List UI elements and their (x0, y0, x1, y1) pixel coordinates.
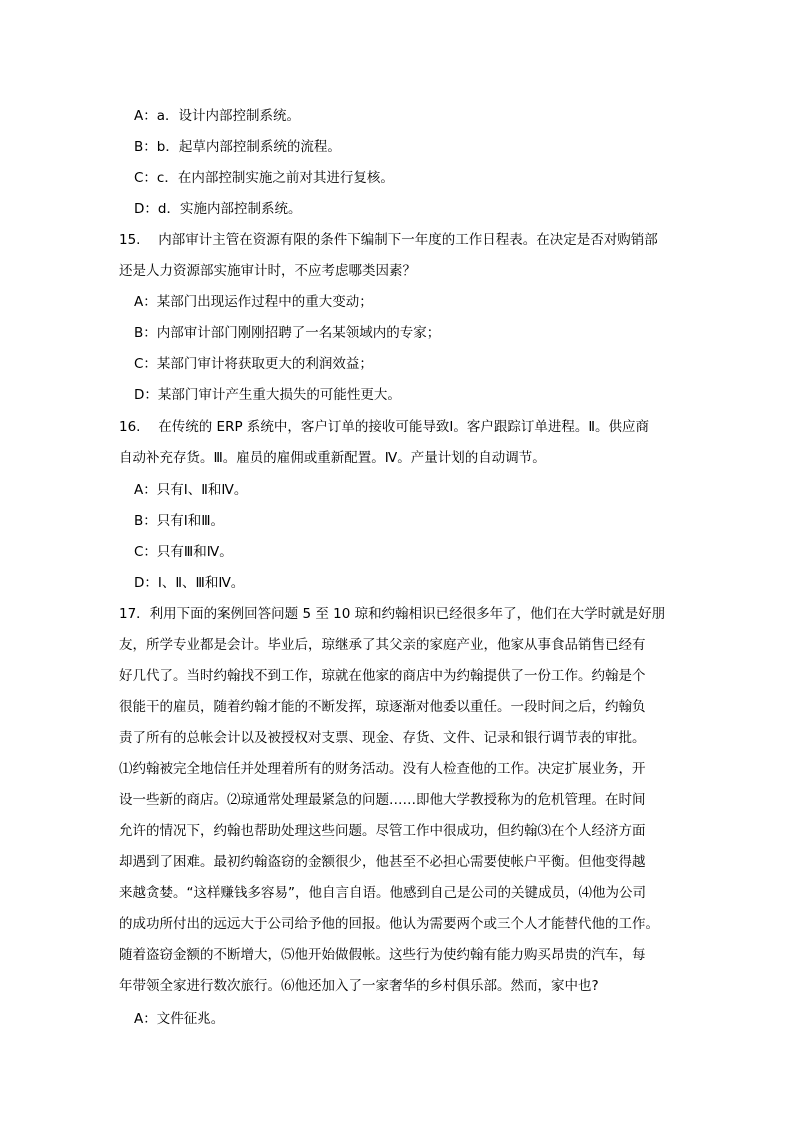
q17-line-11: 的成功所付出的远远大于公司给予他的回报。他认为需要两个或三个人才能替代他的工作。 (119, 916, 659, 932)
q17-line-13: 年带领全家进行数次旅行。⑹他还加入了一家奢华的乡村俱乐部。然而，家中也? (119, 978, 599, 994)
q17-line-1: 17．利用下面的案例回答问题 5 至 10 琼和约翰相识已经很多年了，他们在大学时就是好朋 (119, 606, 666, 622)
q17-line-6: ⑴约翰被完全地信任并处理着所有的财务活动。没有人检查他的工作。决定扩展业务，开 (119, 761, 646, 777)
q16-option-c: C：只有Ⅲ和Ⅳ。 (134, 544, 233, 560)
q14-option-b: B：b．起草内部控制系统的流程。 (134, 139, 341, 155)
q16-stem-line-2: 自动补充存货。Ⅲ。雇员的雇佣或重新配置。Ⅳ。产量计划的自动调节。 (119, 450, 546, 466)
q17-line-7: 设一些新的商店。⑵琼通常处理最紧急的问题……即他大学教授称为的危机管理。在时间 (119, 792, 646, 808)
q15-option-d: D：某部门审计产生重大损失的可能性更大。 (134, 387, 401, 403)
q17-line-2: 友，所学专业都是会计。毕业后，琼继承了其父亲的家庭产业，他家从事食品销售已经有 (119, 637, 646, 653)
q14-option-c: C：c．在内部控制实施之前对其进行复核。 (134, 170, 394, 186)
q15-option-c: C：某部门审计将获取更大的利润效益； (134, 356, 373, 372)
q17-line-5: 责了所有的总帐会计以及被授权对支票、现金、存货、文件、记录和银行调节表的审批。 (119, 730, 646, 746)
q14-option-a: A：a．设计内部控制系统。 (134, 108, 301, 124)
q17-line-8: 允许的情况下，约翰也帮助处理这些问题。尽管工作中很成功，但约翰⑶在个人经济方面 (119, 823, 646, 839)
q14-option-d: D：d．实施内部控制系统。 (134, 201, 302, 217)
q16-option-b: B：只有Ⅰ和Ⅲ。 (134, 513, 225, 529)
q17-line-9: 却遇到了困难。最初约翰盗窃的金额很少，他甚至不必担心需要使帐户平衡。但他变得越 (119, 854, 646, 870)
q15-stem-line-2: 还是人力资源部实施审计时，不应考虑哪类因素？ (119, 263, 416, 279)
q17-line-12: 随着盗窃金额的不断增大，⑸他开始做假帐。这些行为使约翰有能力购买昂贵的汽车，每 (119, 947, 646, 963)
q17-option-a: A：文件征兆。 (134, 1011, 225, 1027)
q16-stem-line-1: 16. 在传统的 ERP 系统中，客户订单的接收可能导致Ⅰ。客户跟踪订单进程。Ⅱ。供应商 (119, 419, 650, 435)
q15-option-b: B：内部审计部门刚刚招聘了一名某领域内的专家； (134, 325, 441, 341)
q17-line-10: 来越贪婪。“这样赚钱多容易”，他自言自语。他感到自己是公司的关键成员，⑷他为公司 (119, 885, 646, 901)
q16-option-d: D：Ⅰ、Ⅱ、Ⅲ和Ⅳ。 (134, 575, 245, 591)
q16-option-a: A：只有Ⅰ、Ⅱ和Ⅳ。 (134, 482, 248, 498)
q15-stem-line-1: 15. 内部审计主管在资源有限的条件下编制下一年度的工作日程表。在决定是否对购销部 (119, 232, 658, 248)
q17-line-4: 很能干的雇员，随着约翰才能的不断发挥，琼逐渐对他委以重任。一段时间之后，约翰负 (119, 699, 646, 715)
q17-line-3: 好几代了。当时约翰找不到工作，琼就在他家的商店中为约翰提供了一份工作。约翰是个 (119, 668, 646, 684)
q15-option-a: A：某部门出现运作过程中的重大变动； (134, 294, 373, 310)
